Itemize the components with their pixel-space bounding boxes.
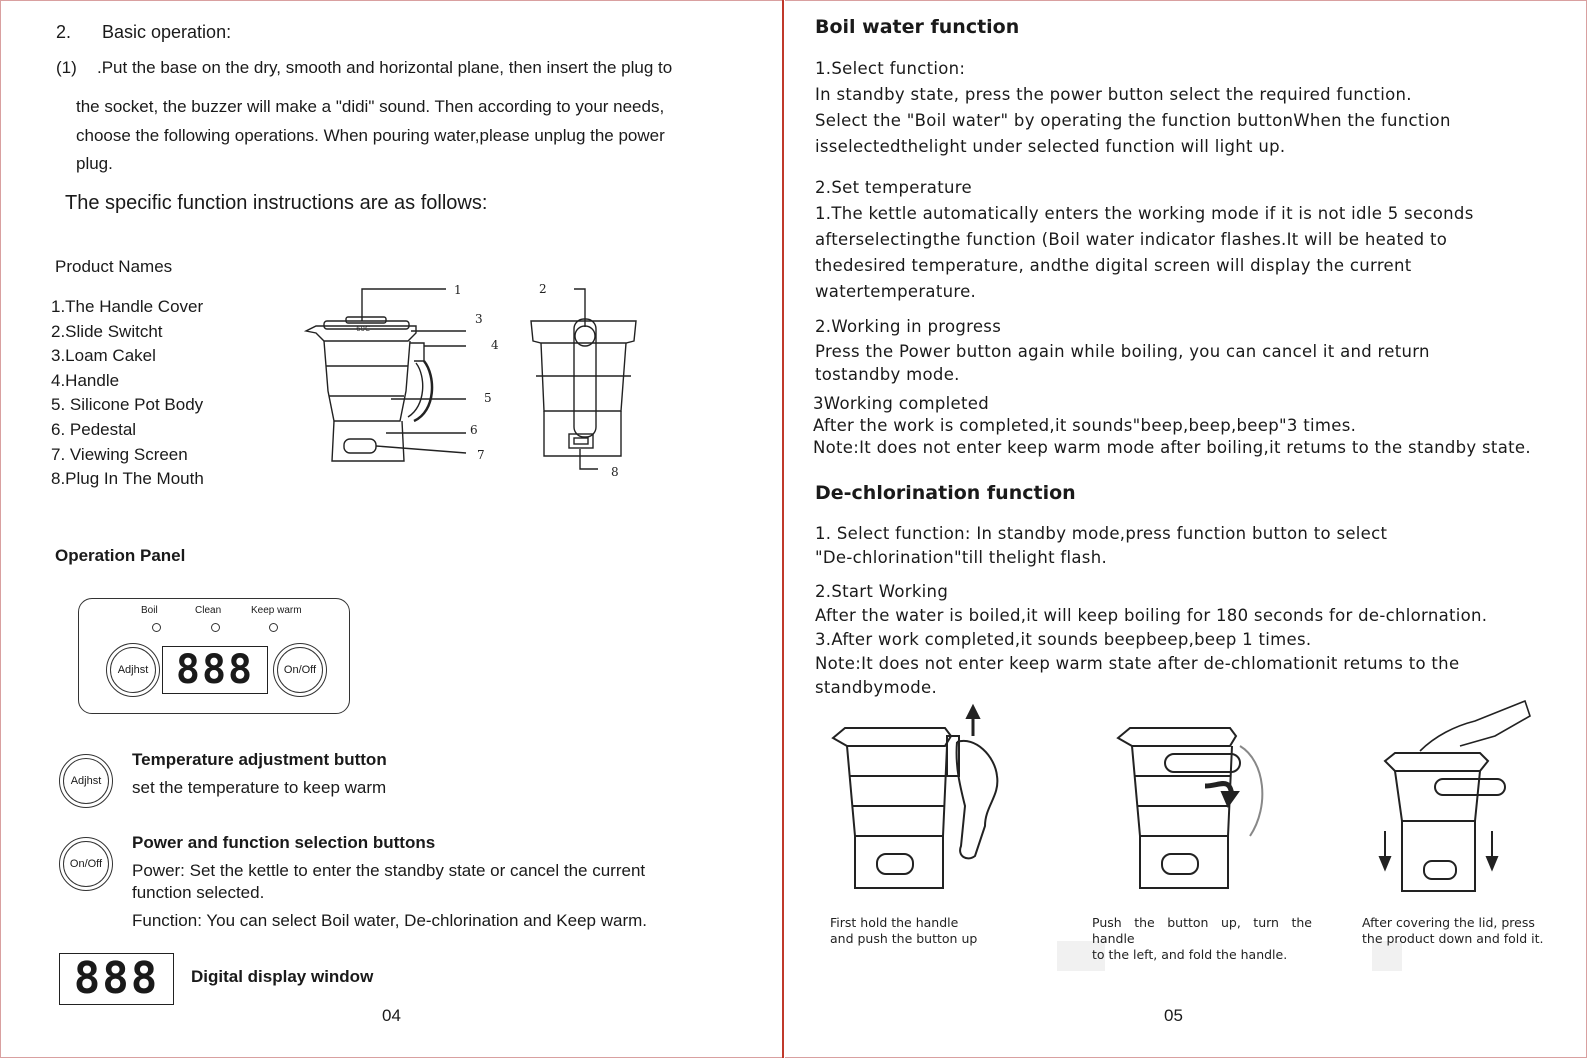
product-name-item: 8.Plug In The Mouth: [51, 469, 204, 489]
right-page: [785, 0, 1587, 1058]
panel-digital-display: 888: [162, 646, 268, 694]
boil-water-title: Boil water function: [815, 16, 1020, 38]
text-line: tostandby mode.: [815, 365, 960, 384]
section-title: Basic operation:: [102, 22, 232, 42]
step-line: the socket, the buzzer will make a "didi" sound. Then according to your needs,: [76, 97, 665, 116]
indicator-light-boil: [152, 623, 161, 632]
set-temperature-block: [815, 175, 1474, 305]
text-line: 2.Start Working: [815, 582, 949, 601]
kettle-step-2-icon: [1118, 728, 1262, 888]
text-line: Select the "Boil water" by operating the function buttonWhen the function: [815, 111, 1451, 130]
product-name-item: 2.Slide Switcht: [51, 321, 163, 341]
kettle-step-1-icon: [833, 706, 997, 888]
caption-step-3: [1362, 915, 1547, 947]
kettle-parts-diagram: [296, 281, 656, 481]
caption-line: to the left, and fold the handle.: [1092, 947, 1288, 962]
text-line: "De-chlorination"till thelight flash.: [815, 548, 1108, 567]
indicator-light-clean: [211, 623, 220, 632]
power-desc: Power: Set the kettle to enter the standby state or cancel the current: [132, 861, 646, 880]
boil-select-block: [815, 56, 1451, 160]
power-desc: function selected.: [132, 883, 265, 902]
step-line: plug.: [76, 154, 113, 173]
caption-step-1: [830, 915, 990, 947]
folding-steps-illustration: [825, 706, 1545, 906]
text-line: After the work is completed,it sounds"beep,beep,beep"3 times.: [813, 416, 1357, 435]
text-line: watertemperature.: [815, 282, 977, 301]
dechlor-select-block: [815, 522, 1387, 570]
onoff-button-label: On/Off: [283, 664, 317, 676]
text-line: 2.Set temperature: [815, 178, 972, 197]
product-name-item: 7. Viewing Screen: [51, 444, 188, 464]
screen-label: 60C: [356, 325, 370, 333]
text-line: Note:It does not enter keep warm mode after boiling,it retums to the standby state.: [813, 438, 1531, 457]
digital-display-icon: 888: [59, 953, 174, 1005]
page-number: 04: [382, 1006, 401, 1025]
caption-line: After covering the lid, press: [1362, 915, 1535, 930]
text-line: 2.Working in progress: [815, 317, 1002, 336]
working-progress-block: [815, 314, 1430, 386]
caption-line: Push the button up, turn the handle: [1092, 915, 1312, 946]
temp-adjust-desc: set the temperature to keep warm: [132, 778, 387, 797]
text-line: 1.Select function:: [815, 59, 966, 78]
text-line: 3Working completed: [813, 394, 989, 413]
product-names-title: Product Names: [55, 257, 173, 276]
indicator-label-boil: Boil: [141, 605, 158, 616]
caption-line: and push the button up: [830, 931, 978, 946]
text-line: Press the Power button again while boiling, you can cancel it and return: [815, 342, 1430, 361]
product-name-item: 3.Loam Cakel: [51, 346, 156, 366]
callout-label: 7: [477, 448, 485, 462]
temp-adjust-button-icon: [59, 754, 113, 808]
text-line: 1.The kettle automatically enters the working mode if it is not idle 5 seconds: [815, 204, 1474, 223]
callout-label: 5: [484, 391, 492, 405]
caption-step-2: [1092, 915, 1312, 963]
power-button-title: Power and function selection buttons: [132, 833, 436, 852]
indicator-label-clean: Clean: [195, 605, 222, 616]
text-line: In standby state, press the power button select the required function.: [815, 85, 1412, 104]
panel-onoff-button[interactable]: [273, 643, 327, 697]
product-name-item: 5. Silicone Pot Body: [51, 395, 204, 415]
operation-panel: [78, 598, 350, 714]
panel-adjust-button[interactable]: [106, 643, 160, 697]
left-page: [0, 0, 783, 1058]
callout-label: 2: [539, 282, 547, 296]
text-line: After the water is boiled,it will keep boiling for 180 seconds for de-chlornation.: [815, 606, 1488, 625]
dechlorination-title: De-chlorination function: [815, 482, 1076, 504]
indicator-label-keep-warm: Keep warm: [251, 605, 302, 616]
specific-instructions-heading: The specific function instructions are as follows:: [65, 192, 488, 214]
callout-label: 3: [475, 312, 483, 326]
text-line: 3.After work completed,it sounds beepbeep,beep 1 times.: [815, 630, 1312, 649]
adjust-button-label: Adjhst: [117, 664, 149, 676]
callout-label: 6: [470, 423, 478, 437]
kettle-step-3-icon: [1380, 701, 1530, 891]
working-completed-block: [813, 393, 1531, 459]
text-line: thedesired temperature, andthe digital screen will display the current: [815, 256, 1412, 275]
page-divider: [782, 0, 784, 1058]
product-name-item: 1.The Handle Cover: [51, 297, 204, 316]
callout-label: 1: [454, 283, 462, 297]
page-number: 05: [1164, 1006, 1183, 1025]
callout-label: 4: [491, 338, 499, 352]
power-button-label: On/Off: [69, 858, 103, 870]
start-working-block: [815, 580, 1487, 700]
callout-label: 8: [611, 465, 619, 479]
caption-line: First hold the handle: [830, 915, 959, 930]
power-button-icon: [59, 837, 113, 891]
text-line: isselectedthelight under selected function will light up.: [815, 137, 1286, 156]
temp-adjust-button-label: Adjhst: [70, 775, 102, 787]
section-number: 2.: [56, 22, 72, 42]
product-name-item: 4.Handle: [51, 370, 120, 390]
product-name-item: 6. Pedestal: [51, 419, 137, 439]
product-names-list: [51, 295, 204, 492]
indicator-light-keep-warm: [269, 623, 278, 632]
text-line: Note:It does not enter keep warm state after de-chlomationit retums to the: [815, 654, 1460, 673]
function-desc: Function: You can select Boil water, De-chlorination and Keep warm.: [132, 911, 648, 930]
digital-display-title: Digital display window: [191, 967, 374, 986]
step-line: .Put the base on the dry, smooth and horizontal plane, then insert the plug to: [97, 58, 673, 77]
operation-panel-title: Operation Panel: [55, 546, 186, 565]
step-line: choose the following operations. When pouring water,please unplug the power: [76, 126, 665, 145]
temp-adjust-title: Temperature adjustment button: [132, 750, 387, 769]
step-number: (1): [56, 58, 77, 77]
caption-line: the product down and fold it.: [1362, 931, 1544, 946]
text-line: afterselectingthe function (Boil water indicator flashes.It will be heated to: [815, 230, 1448, 249]
text-line: 1. Select function: In standby mode,press function button to select: [815, 524, 1388, 543]
text-line: standbymode.: [815, 678, 937, 697]
